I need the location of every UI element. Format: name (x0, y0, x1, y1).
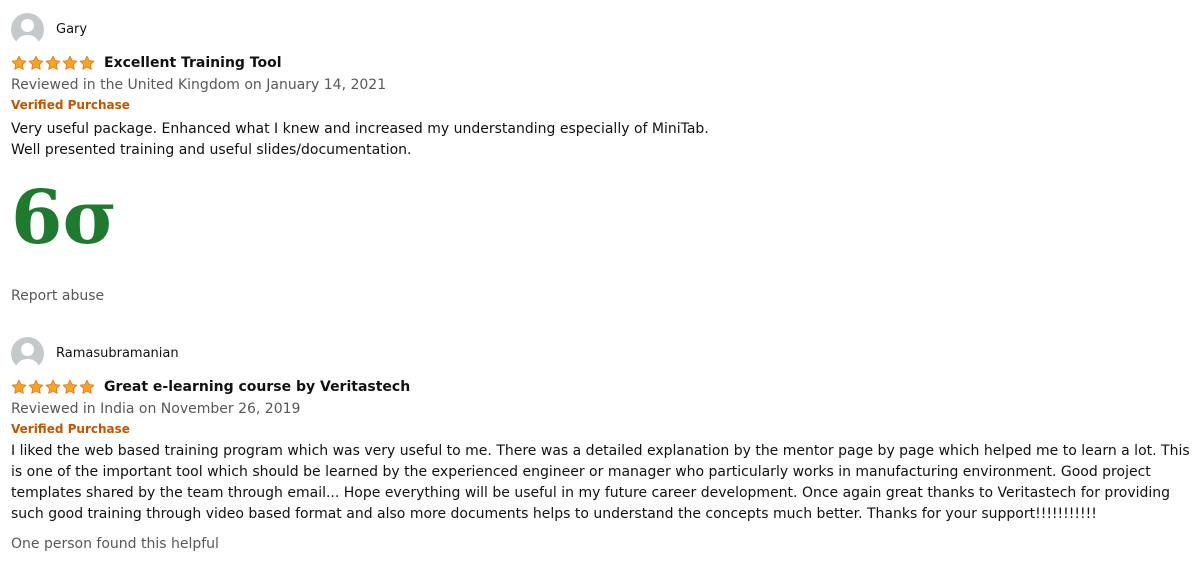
reviewer-name[interactable]: Gary (56, 22, 88, 37)
helpful-count: One person found this helpful (11, 536, 219, 552)
star-icon (79, 55, 95, 71)
star-icon (28, 379, 44, 395)
avatar-icon (11, 337, 44, 370)
reviewer-profile[interactable] (11, 337, 1191, 370)
star-rating[interactable] (11, 379, 95, 395)
svg-text:6σ: 6σ (11, 175, 118, 261)
verified-purchase-badge[interactable]: Verified Purchase (11, 422, 130, 436)
star-icon (11, 55, 27, 71)
review-title[interactable]: Excellent Training Tool (104, 55, 282, 71)
star-rating[interactable] (11, 55, 95, 71)
star-icon (45, 55, 61, 71)
star-icon (11, 379, 27, 395)
avatar-icon (11, 13, 44, 46)
review-text: Very useful package. Enhanced what I knew and increased my understanding especially of MiniTab. Well presented training and useful slides/documentation. (11, 121, 709, 158)
six-sigma-logo-image[interactable] (11, 175, 118, 261)
star-icon (62, 379, 78, 395)
review-title[interactable]: Great e-learning course by Veritastech (104, 379, 411, 395)
star-icon (45, 379, 61, 395)
reviewer-profile[interactable] (11, 13, 1191, 46)
star-icon (79, 379, 95, 395)
review-card (11, 13, 1191, 304)
verified-purchase-badge[interactable]: Verified Purchase (11, 98, 130, 112)
review-date: Reviewed in India on November 26, 2019 (11, 401, 301, 417)
review-card (11, 337, 1191, 552)
report-abuse-link[interactable]: Report abuse (11, 288, 105, 304)
review-date: Reviewed in the United Kingdom on January 14, 2021 (11, 77, 387, 93)
star-icon (28, 55, 44, 71)
reviewer-name[interactable]: Ramasubramanian (56, 346, 179, 361)
review-text: I liked the web based training program which was very useful to me. There was a detailed explanation by the mentor page by page which helped me to learn a lot. This is one of the important tool which should be learned by the experienced engineer or manager who particularly works in manufacturing environment. Good project templates shared by the team through email... Hope everything will be useful in my future career development. Once again great thanks to Veritastech for providing such good training through video based format and also more documents helps to understand the concepts much better. Thanks for your support!!!!!!!!!!! (11, 443, 1190, 522)
star-icon (62, 55, 78, 71)
